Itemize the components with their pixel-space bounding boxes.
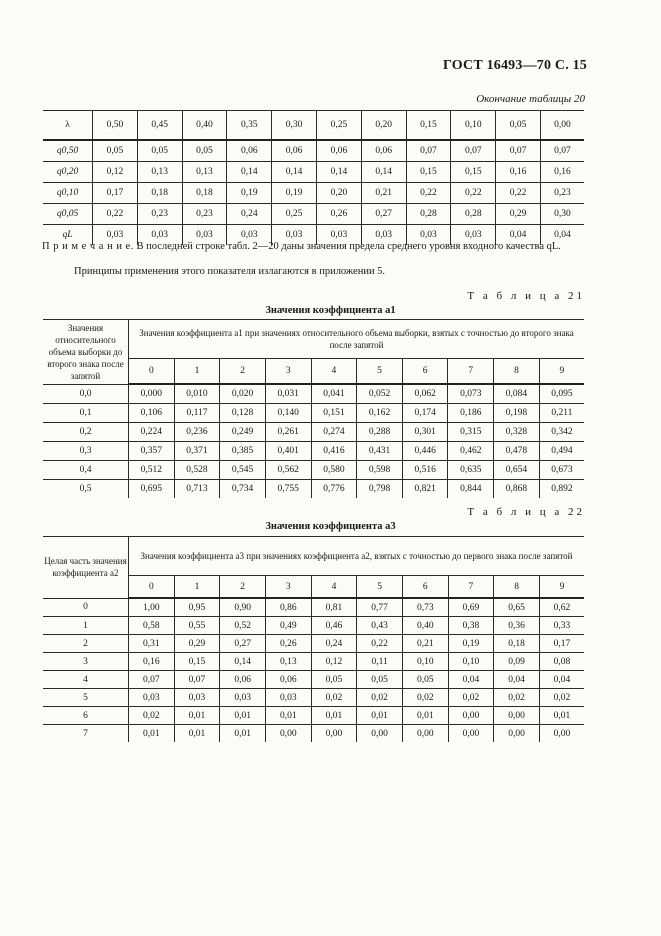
table-cell: 0,14 xyxy=(316,162,361,183)
table-cell: 0,11 xyxy=(357,653,403,671)
table-cell: 0,16 xyxy=(540,162,584,183)
table-cell: 0,052 xyxy=(357,384,403,404)
table-cell: 0,17 xyxy=(93,183,138,204)
table-cell: 0,249 xyxy=(220,423,266,442)
table-cell: 0,09 xyxy=(494,653,540,671)
table-cell: 0,13 xyxy=(265,653,311,671)
table-cell: 0,05 xyxy=(137,140,182,162)
table-row xyxy=(43,689,584,707)
column-index: 7 xyxy=(448,359,494,385)
table-cell: 0,301 xyxy=(402,423,448,442)
row-label: 3 xyxy=(43,653,129,671)
table-cell: 0,52 xyxy=(220,617,266,635)
table-cell: 0,357 xyxy=(129,442,175,461)
table-cell: 0,01 xyxy=(357,707,403,725)
table-cell: 0,18 xyxy=(182,183,227,204)
column-index: 0 xyxy=(129,576,175,599)
table-cell: 0,15 xyxy=(174,653,220,671)
side-header: Значения относительного объема выборки до второго знака после запятой xyxy=(43,320,129,385)
table-22 xyxy=(43,536,584,742)
table-cell: 0,81 xyxy=(311,598,357,617)
table-cell: 0,69 xyxy=(448,598,494,617)
table-cell: 0,03 xyxy=(137,225,182,246)
table-cell: 0,385 xyxy=(220,442,266,461)
table-cell: 0,26 xyxy=(265,635,311,653)
table-cell: 0,10 xyxy=(402,653,448,671)
table-cell: 0,06 xyxy=(220,671,266,689)
row-label: q0,05 xyxy=(43,204,93,225)
table-cell: 0,28 xyxy=(451,204,496,225)
note-text: В последней строке табл. 2—20 даны значения предела среднего уровня входного качества qL. xyxy=(133,241,561,252)
table-cell: 0,01 xyxy=(174,707,220,725)
table-cell: 0,65 xyxy=(494,598,540,617)
table-cell: 0,03 xyxy=(316,225,361,246)
table-cell: 0,06 xyxy=(265,671,311,689)
table-cell: 0,02 xyxy=(539,689,584,707)
column-index: 6 xyxy=(402,359,448,385)
table-cell: 0,00 xyxy=(539,725,584,743)
table-row xyxy=(43,725,584,743)
table-21 xyxy=(43,319,584,498)
table-cell: 0,020 xyxy=(220,384,266,404)
table-cell: 0,03 xyxy=(174,689,220,707)
table-cell: 0,05 xyxy=(182,140,227,162)
column-index: 1 xyxy=(174,359,220,385)
row-label: q0,50 xyxy=(43,140,93,162)
table-cell: 0,000 xyxy=(129,384,175,404)
table-cell: 0,342 xyxy=(539,423,584,442)
table-cell: 0,07 xyxy=(451,140,496,162)
table-cell: 0,03 xyxy=(406,225,451,246)
table-cell: 0,00 xyxy=(311,725,357,743)
table-cell: 0,36 xyxy=(494,617,540,635)
table-cell: 0,20 xyxy=(316,183,361,204)
table-cell: 0,431 xyxy=(357,442,403,461)
table-cell: 0,06 xyxy=(316,140,361,162)
table-cell: 0,03 xyxy=(93,225,138,246)
table-cell: 0,02 xyxy=(129,707,175,725)
table-cell: 0,236 xyxy=(174,423,220,442)
column-index: 9 xyxy=(539,576,584,599)
table-cell: 0,27 xyxy=(361,204,406,225)
table-cell: 0,03 xyxy=(265,689,311,707)
table-cell: 0,04 xyxy=(494,671,540,689)
table-cell: 0,01 xyxy=(129,725,175,743)
lambda-value: 0,20 xyxy=(361,111,406,141)
row-label: 6 xyxy=(43,707,129,725)
table-cell: 0,19 xyxy=(272,183,317,204)
side-header: Целая часть значения коэффициента a2 xyxy=(43,537,129,599)
table-cell: 0,02 xyxy=(448,689,494,707)
table-cell: 0,03 xyxy=(220,689,266,707)
table-cell: 0,04 xyxy=(539,671,584,689)
table-cell: 0,05 xyxy=(402,671,448,689)
table-cell: 0,07 xyxy=(496,140,541,162)
page-header: ГОСТ 16493—70 С. 15 xyxy=(443,58,587,73)
table-cell: 0,328 xyxy=(494,423,540,442)
column-index: 2 xyxy=(220,576,266,599)
table-cell: 0,55 xyxy=(174,617,220,635)
table-cell: 0,713 xyxy=(174,480,220,499)
table-cell: 0,041 xyxy=(311,384,357,404)
table-cell: 0,224 xyxy=(129,423,175,442)
table-cell: 0,23 xyxy=(540,183,584,204)
column-index: 5 xyxy=(357,576,403,599)
table-cell: 0,12 xyxy=(311,653,357,671)
table-cell: 0,821 xyxy=(402,480,448,499)
table-cell: 0,03 xyxy=(227,225,272,246)
table-cell: 0,22 xyxy=(93,204,138,225)
table-cell: 0,151 xyxy=(311,404,357,423)
table-cell: 0,528 xyxy=(174,461,220,480)
table-cell: 0,62 xyxy=(539,598,584,617)
table-header-row xyxy=(43,320,584,359)
row-label: qL xyxy=(43,225,93,246)
table-22-title: Значения коэффициента a3 xyxy=(265,521,396,532)
table-cell: 0,031 xyxy=(265,384,311,404)
column-index: 8 xyxy=(494,359,540,385)
table-cell: 0,140 xyxy=(265,404,311,423)
row-label: 5 xyxy=(43,689,129,707)
table-cell: 0,512 xyxy=(129,461,175,480)
table-cell: 0,03 xyxy=(182,225,227,246)
table-cell: 0,00 xyxy=(357,725,403,743)
table-cell: 0,18 xyxy=(494,635,540,653)
table-cell: 0,30 xyxy=(540,204,584,225)
table-row xyxy=(43,617,584,635)
table-cell: 0,598 xyxy=(357,461,403,480)
table-21-number: Т а б л и ц а 21 xyxy=(467,290,585,302)
table-cell: 0,23 xyxy=(182,204,227,225)
table-cell: 0,198 xyxy=(494,404,540,423)
row-label: 1 xyxy=(43,617,129,635)
table-cell: 0,28 xyxy=(406,204,451,225)
table-cell: 0,14 xyxy=(220,653,266,671)
row-label: q0,10 xyxy=(43,183,93,204)
lambda-value: 0,50 xyxy=(93,111,138,141)
table-cell: 0,01 xyxy=(174,725,220,743)
column-index: 3 xyxy=(265,359,311,385)
table-cell: 0,01 xyxy=(402,707,448,725)
row-label: 4 xyxy=(43,671,129,689)
table-cell: 0,22 xyxy=(406,183,451,204)
table-cell: 0,095 xyxy=(539,384,584,404)
table-cell: 0,261 xyxy=(265,423,311,442)
table-cell: 0,073 xyxy=(448,384,494,404)
table-cell: 0,03 xyxy=(451,225,496,246)
table-cell: 0,25 xyxy=(272,204,317,225)
table-cell: 0,516 xyxy=(402,461,448,480)
table-cell: 0,04 xyxy=(448,671,494,689)
table-cell: 0,02 xyxy=(402,689,448,707)
table-cell: 0,33 xyxy=(539,617,584,635)
table-cell: 0,22 xyxy=(451,183,496,204)
table-cell: 0,14 xyxy=(227,162,272,183)
table-cell: 0,14 xyxy=(361,162,406,183)
table-cell: 0,00 xyxy=(402,725,448,743)
row-label: 7 xyxy=(43,725,129,743)
table-cell: 0,798 xyxy=(357,480,403,499)
table-cell: 0,05 xyxy=(311,671,357,689)
table-row xyxy=(43,423,584,442)
table-cell: 0,22 xyxy=(357,635,403,653)
table-cell: 0,01 xyxy=(220,725,266,743)
table-cell: 0,446 xyxy=(402,442,448,461)
table-cell: 0,062 xyxy=(402,384,448,404)
note-paragraph xyxy=(42,239,590,255)
table-20 xyxy=(43,110,584,245)
table-cell: 0,755 xyxy=(265,480,311,499)
table-cell: 0,49 xyxy=(265,617,311,635)
table-cell: 0,868 xyxy=(494,480,540,499)
lambda-value: 0,05 xyxy=(496,111,541,141)
table-cell: 0,734 xyxy=(220,480,266,499)
table-cell: 0,10 xyxy=(448,653,494,671)
table-cell: 0,673 xyxy=(539,461,584,480)
table-cell: 0,02 xyxy=(357,689,403,707)
table-cell: 0,117 xyxy=(174,404,220,423)
table-cell: 0,19 xyxy=(448,635,494,653)
table-cell: 0,211 xyxy=(539,404,584,423)
table-cell: 0,106 xyxy=(129,404,175,423)
table-cell: 0,16 xyxy=(129,653,175,671)
table-cell: 0,27 xyxy=(220,635,266,653)
table-cell: 0,31 xyxy=(129,635,175,653)
table-cell: 0,084 xyxy=(494,384,540,404)
table-cell: 0,07 xyxy=(129,671,175,689)
table-cell: 0,15 xyxy=(406,162,451,183)
table-cell: 0,38 xyxy=(448,617,494,635)
table-cell: 0,462 xyxy=(448,442,494,461)
table-cell: 0,478 xyxy=(494,442,540,461)
row-label: 0,2 xyxy=(43,423,129,442)
column-index: 4 xyxy=(311,359,357,385)
table-cell: 0,07 xyxy=(406,140,451,162)
table-row xyxy=(43,442,584,461)
column-index: 4 xyxy=(311,576,357,599)
table-cell: 0,05 xyxy=(93,140,138,162)
table-cell: 0,02 xyxy=(311,689,357,707)
table-cell: 0,24 xyxy=(227,204,272,225)
table-cell: 0,00 xyxy=(265,725,311,743)
table-cell: 0,401 xyxy=(265,442,311,461)
table-row xyxy=(43,204,584,225)
column-index: 7 xyxy=(448,576,494,599)
table-cell: 0,08 xyxy=(539,653,584,671)
table-cell: 0,86 xyxy=(265,598,311,617)
table-cell: 0,16 xyxy=(496,162,541,183)
row-label: 0,5 xyxy=(43,480,129,499)
table-cell: 0,494 xyxy=(539,442,584,461)
table-cell: 0,07 xyxy=(540,140,584,162)
column-index: 9 xyxy=(539,359,584,385)
table-row xyxy=(43,384,584,404)
table-cell: 0,06 xyxy=(361,140,406,162)
lambda-value: 0,45 xyxy=(137,111,182,141)
table-cell: 0,00 xyxy=(494,725,540,743)
table-row xyxy=(43,598,584,617)
row-label: q0,20 xyxy=(43,162,93,183)
table-cell: 0,13 xyxy=(182,162,227,183)
table-cell: 0,04 xyxy=(540,225,584,246)
table-row xyxy=(43,461,584,480)
table-cell: 0,21 xyxy=(361,183,406,204)
table-row xyxy=(43,635,584,653)
note-lead: П р и м е ч а н и е. xyxy=(42,241,134,252)
table-row xyxy=(43,653,584,671)
column-index: 0 xyxy=(129,359,175,385)
table-22-number: Т а б л и ц а 22 xyxy=(467,506,585,518)
table-cell: 0,416 xyxy=(311,442,357,461)
table-cell: 0,174 xyxy=(402,404,448,423)
table-cell: 0,21 xyxy=(402,635,448,653)
table-cell: 0,00 xyxy=(494,707,540,725)
table-row xyxy=(43,140,584,162)
table-cell: 0,01 xyxy=(265,707,311,725)
table-cell: 0,05 xyxy=(357,671,403,689)
lambda-value: 0,25 xyxy=(316,111,361,141)
lambda-value: 0,00 xyxy=(540,111,584,141)
table-cell: 0,371 xyxy=(174,442,220,461)
lambda-value: 0,30 xyxy=(272,111,317,141)
table-cell: 0,22 xyxy=(496,183,541,204)
row-label: 0,1 xyxy=(43,404,129,423)
table-cell: 0,24 xyxy=(311,635,357,653)
table-cell: 0,77 xyxy=(357,598,403,617)
table-cell: 0,06 xyxy=(272,140,317,162)
table-cell: 0,02 xyxy=(494,689,540,707)
table-cell: 0,04 xyxy=(496,225,541,246)
table-20-lambda-row xyxy=(43,111,584,141)
table-row xyxy=(43,162,584,183)
row-label: 0 xyxy=(43,598,129,617)
table-cell: 0,844 xyxy=(448,480,494,499)
table-cell: 0,580 xyxy=(311,461,357,480)
table-cell: 0,03 xyxy=(361,225,406,246)
table-cell: 0,58 xyxy=(129,617,175,635)
table-cell: 1,00 xyxy=(129,598,175,617)
span-header: Значения коэффициента a1 при значениях относительного объема выборки, взятых с точностью до второго знака после запятой xyxy=(129,320,585,359)
row-label: 0,4 xyxy=(43,461,129,480)
table-cell: 0,01 xyxy=(220,707,266,725)
table-cell: 0,29 xyxy=(496,204,541,225)
row-label: 0,0 xyxy=(43,384,129,404)
table-cell: 0,18 xyxy=(137,183,182,204)
table-20-continuation-label: Окончание таблицы 20 xyxy=(476,93,585,105)
table-cell: 0,635 xyxy=(448,461,494,480)
table-cell: 0,19 xyxy=(227,183,272,204)
table-21-title: Значения коэффициента a1 xyxy=(265,305,396,316)
table-cell: 0,03 xyxy=(129,689,175,707)
table-cell: 0,274 xyxy=(311,423,357,442)
table-cell: 0,01 xyxy=(311,707,357,725)
table-cell: 0,73 xyxy=(402,598,448,617)
table-cell: 0,40 xyxy=(402,617,448,635)
table-cell: 0,03 xyxy=(272,225,317,246)
table-cell: 0,06 xyxy=(227,140,272,162)
table-cell: 0,892 xyxy=(539,480,584,499)
lambda-value: 0,40 xyxy=(182,111,227,141)
table-header-row xyxy=(43,537,584,576)
table-cell: 0,46 xyxy=(311,617,357,635)
table-cell: 0,17 xyxy=(539,635,584,653)
table-cell: 0,26 xyxy=(316,204,361,225)
column-index: 5 xyxy=(357,359,403,385)
principles-text: Принципы применения этого показателя излагаются в приложении 5. xyxy=(74,266,386,277)
lambda-label: λ xyxy=(43,111,93,141)
table-cell: 0,776 xyxy=(311,480,357,499)
table-row xyxy=(43,183,584,204)
table-row xyxy=(43,404,584,423)
table-cell: 0,12 xyxy=(93,162,138,183)
table-cell: 0,15 xyxy=(451,162,496,183)
table-row xyxy=(43,671,584,689)
table-row xyxy=(43,707,584,725)
table-cell: 0,07 xyxy=(174,671,220,689)
table-cell: 0,654 xyxy=(494,461,540,480)
lambda-value: 0,35 xyxy=(227,111,272,141)
table-cell: 0,545 xyxy=(220,461,266,480)
row-label: 2 xyxy=(43,635,129,653)
table-cell: 0,010 xyxy=(174,384,220,404)
table-cell: 0,23 xyxy=(137,204,182,225)
table-cell: 0,90 xyxy=(220,598,266,617)
table-cell: 0,14 xyxy=(272,162,317,183)
table-cell: 0,186 xyxy=(448,404,494,423)
table-cell: 0,128 xyxy=(220,404,266,423)
table-cell: 0,162 xyxy=(357,404,403,423)
span-header: Значения коэффициента a3 при значениях коэффициента a2, взятых с точностью до первого знака после запятой xyxy=(129,537,585,576)
lambda-value: 0,10 xyxy=(451,111,496,141)
table-cell: 0,01 xyxy=(539,707,584,725)
row-label: 0,3 xyxy=(43,442,129,461)
table-row xyxy=(43,480,584,499)
table-cell: 0,695 xyxy=(129,480,175,499)
table-cell: 0,562 xyxy=(265,461,311,480)
table-cell: 0,00 xyxy=(448,725,494,743)
table-cell: 0,315 xyxy=(448,423,494,442)
table-cell: 0,00 xyxy=(448,707,494,725)
column-index: 6 xyxy=(402,576,448,599)
column-index: 2 xyxy=(220,359,266,385)
table-cell: 0,95 xyxy=(174,598,220,617)
column-index: 3 xyxy=(265,576,311,599)
column-index: 1 xyxy=(174,576,220,599)
table-cell: 0,29 xyxy=(174,635,220,653)
column-index: 8 xyxy=(494,576,540,599)
table-cell: 0,13 xyxy=(137,162,182,183)
table-cell: 0,288 xyxy=(357,423,403,442)
lambda-value: 0,15 xyxy=(406,111,451,141)
table-cell: 0,43 xyxy=(357,617,403,635)
